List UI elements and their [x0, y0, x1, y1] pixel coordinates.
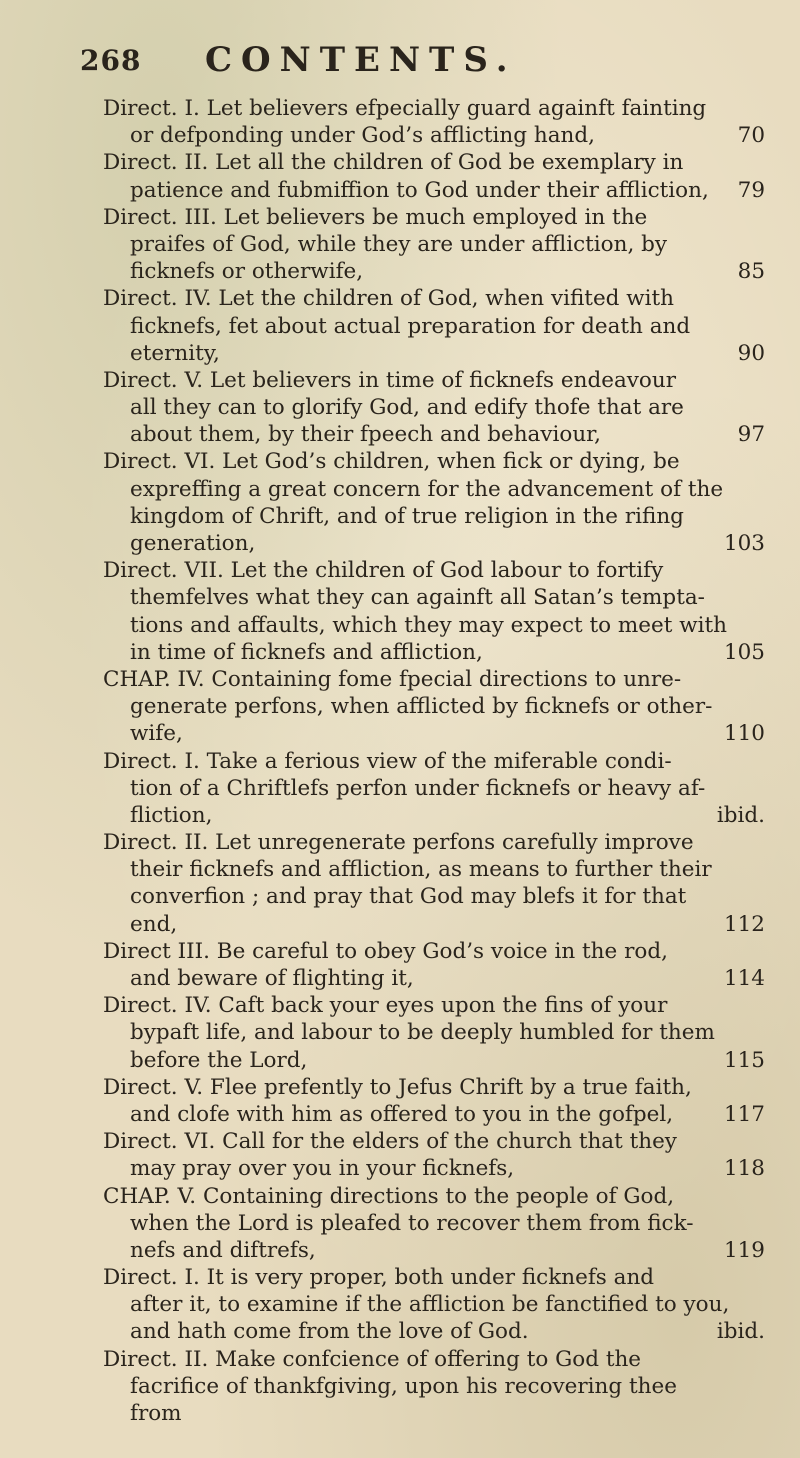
entry-line	[0, 95, 800, 122]
direction-entry	[0, 992, 800, 1074]
entry-text: after it, to examine if the affliction be fanctified to you,	[130, 1292, 730, 1318]
entry-line	[0, 748, 800, 775]
entry-text: Direct. V. Flee prefently to Jefus Chrift by a true faith,	[103, 1074, 692, 1100]
entry-text: all they can to glorify God, and edify thofe that are	[130, 395, 684, 421]
direction-entry	[0, 1074, 800, 1128]
entry-text: and hath come from the love of God.	[130, 1319, 529, 1345]
entry-page-number: 97	[737, 422, 765, 448]
entry-line	[0, 1047, 800, 1074]
entry-line	[0, 340, 800, 367]
entry-text: Direct. II. Make confcience of offering to God the	[103, 1346, 642, 1372]
entry-page-number: 112	[723, 911, 765, 937]
entry-line	[0, 122, 800, 149]
direction-entry	[0, 748, 800, 830]
entry-line	[0, 584, 800, 611]
entry-text: Direct. II. Let all the children of God be exemplary in	[103, 150, 684, 176]
entry-text: ficknefs or otherwife,	[130, 259, 364, 285]
entry-text: Direct. I. Let believers efpecially guard againft fainting	[103, 96, 707, 121]
entry-line	[0, 612, 800, 639]
entry-line	[0, 285, 800, 312]
entry-line	[0, 448, 800, 475]
entry-text: before the Lord,	[130, 1047, 308, 1073]
entry-line	[0, 1155, 800, 1182]
entry-text: CHAP. IV. Containing fome fpecial directions to unre-	[103, 666, 682, 692]
entry-text: generate perfons, when afflicted by ficknefs or other-	[130, 694, 713, 720]
entry-text: Direct. VI. Let God’s children, when fick or dying, be	[103, 449, 680, 475]
entry-line	[0, 1210, 800, 1237]
direction-entry	[0, 938, 800, 992]
entry-text: Direct. III. Let believers be much employed in the	[103, 204, 648, 230]
entry-page-number: 103	[723, 531, 765, 556]
page-number: 268	[80, 44, 142, 77]
entry-text: generation,	[130, 531, 256, 556]
entry-line	[0, 775, 800, 802]
entry-line	[0, 1346, 800, 1373]
entry-line	[0, 666, 800, 693]
entry-line	[0, 856, 800, 883]
entry-line	[0, 1074, 800, 1101]
entry-text: Direct. II. Let unregenerate perfons carefully improve	[103, 830, 694, 856]
entry-line	[0, 231, 800, 258]
entry-page-number: ibid.	[716, 802, 765, 828]
entry-line	[0, 829, 800, 856]
entry-line	[0, 693, 800, 720]
entry-text: Direct. I. Take a ferious view of the miferable condi-	[103, 748, 672, 774]
entry-line	[0, 503, 800, 530]
direction-entry	[0, 1264, 800, 1346]
entry-page-number: 70	[737, 123, 765, 149]
entry-line	[0, 1101, 800, 1128]
entry-text: when the Lord is pleafed to recover them from fick-	[130, 1210, 694, 1236]
entry-line	[0, 911, 800, 938]
entry-line	[0, 394, 800, 421]
entry-page-number: 117	[723, 1101, 765, 1127]
entry-text: nefs and diftrefs,	[130, 1237, 316, 1263]
entry-text: tion of a Chriftlefs perfon under ficknefs or heavy af-	[130, 775, 706, 801]
direction-entry	[0, 204, 800, 286]
entry-text: from	[130, 1401, 182, 1426]
entry-line	[0, 639, 800, 666]
entry-text: about them, by their fpeech and behaviour,	[130, 422, 601, 448]
entry-text: tions and affaults, which they may expect to meet with	[130, 612, 727, 638]
entry-line	[0, 1128, 800, 1155]
entry-line	[0, 1237, 800, 1264]
entry-text: praifes of God, while they are under affliction, by	[130, 231, 668, 257]
entry-line	[0, 204, 800, 231]
entry-text: patience and fubmiffion to God under their affliction,	[130, 177, 709, 203]
entry-text: Direct. VII. Let the children of God labour to fortify	[103, 558, 664, 584]
entry-line	[0, 258, 800, 285]
entry-line	[0, 1291, 800, 1318]
entry-text: Direct. IV. Let the children of God, when vifited with	[103, 286, 675, 312]
entry-text: their ficknefs and affliction, as means to further their	[130, 857, 712, 883]
entry-line	[0, 883, 800, 910]
entry-page-number: 114	[723, 966, 765, 991]
chapter-entry	[0, 666, 800, 748]
entry-page-number: 105	[723, 639, 765, 665]
entry-line	[0, 149, 800, 176]
entry-line	[0, 367, 800, 394]
direction-entry	[0, 149, 800, 203]
entry-text: fliction,	[130, 802, 213, 828]
entry-page-number: 90	[737, 340, 765, 366]
entry-line	[0, 1400, 800, 1427]
entry-line	[0, 965, 800, 992]
entry-text: converfion ; and pray that God may blefs it for that	[130, 884, 687, 910]
entry-text: themfelves what they can againft all Satan’s tempta-	[130, 585, 705, 611]
entry-text: Direct. VI. Call for the elders of the church that they	[103, 1129, 677, 1155]
entry-text: in time of ficknefs and affliction,	[130, 639, 483, 665]
entry-text: facrifice of thankfgiving, upon his recovering thee	[130, 1373, 677, 1399]
contents-list	[0, 95, 800, 1427]
entry-line	[0, 1183, 800, 1210]
entry-text: end,	[130, 911, 178, 937]
entry-line	[0, 476, 800, 503]
entry-text: wife,	[130, 721, 183, 747]
entry-page-number: ibid.	[716, 1319, 765, 1345]
entry-text: and beware of flighting it,	[130, 966, 414, 991]
entry-line	[0, 313, 800, 340]
chapter-entry	[0, 1183, 800, 1265]
entry-text: expreffing a great concern for the advancement of the	[130, 476, 724, 502]
entry-text: CHAP. V. Containing directions to the people of God,	[103, 1183, 675, 1209]
entry-text: eternity,	[130, 340, 220, 366]
entry-text: Direct III. Be careful to obey God’s voice in the rod,	[103, 938, 668, 964]
entry-line	[0, 1019, 800, 1046]
direction-entry	[0, 367, 800, 449]
entry-line	[0, 992, 800, 1019]
entry-text: bypaft life, and labour to be deeply humbled for them	[130, 1020, 715, 1046]
entry-line	[0, 1318, 800, 1345]
running-title: CONTENTS.	[205, 40, 517, 80]
direction-entry	[0, 95, 800, 149]
direction-entry	[0, 448, 800, 557]
entry-text: Direct. V. Let believers in time of ficknefs endeavour	[103, 367, 677, 393]
entry-line	[0, 530, 800, 557]
direction-entry	[0, 285, 800, 367]
entry-text: may pray over you in your ficknefs,	[130, 1156, 515, 1182]
entry-page-number: 79	[737, 177, 765, 203]
entry-line	[0, 177, 800, 204]
direction-entry	[0, 557, 800, 666]
direction-entry	[0, 1346, 800, 1428]
entry-page-number: 118	[723, 1156, 765, 1182]
entry-text: Direct. I. It is very proper, both under ficknefs and	[103, 1265, 655, 1291]
entry-line	[0, 1373, 800, 1400]
entry-text: and clofe with him as offered to you in the gofpel,	[130, 1101, 674, 1127]
direction-entry	[0, 829, 800, 938]
entry-page-number: 119	[723, 1237, 765, 1263]
entry-line	[0, 557, 800, 584]
entry-page-number: 85	[737, 259, 765, 285]
entry-text: ficknefs, fet about actual preparation for death and	[130, 313, 691, 339]
direction-entry	[0, 1128, 800, 1182]
entry-page-number: 115	[723, 1047, 765, 1073]
entry-text: kingdom of Chrift, and of true religion in the rifing	[130, 503, 684, 529]
entry-line	[0, 421, 800, 448]
entry-page-number: 110	[723, 721, 765, 747]
entry-text: or defponding under God’s afflicting hand,	[130, 123, 595, 149]
entry-line	[0, 938, 800, 965]
entry-line	[0, 1264, 800, 1291]
entry-text: Direct. IV. Caft back your eyes upon the fins of your	[103, 993, 668, 1019]
page-header	[0, 38, 800, 88]
entry-line	[0, 720, 800, 747]
entry-line	[0, 802, 800, 829]
